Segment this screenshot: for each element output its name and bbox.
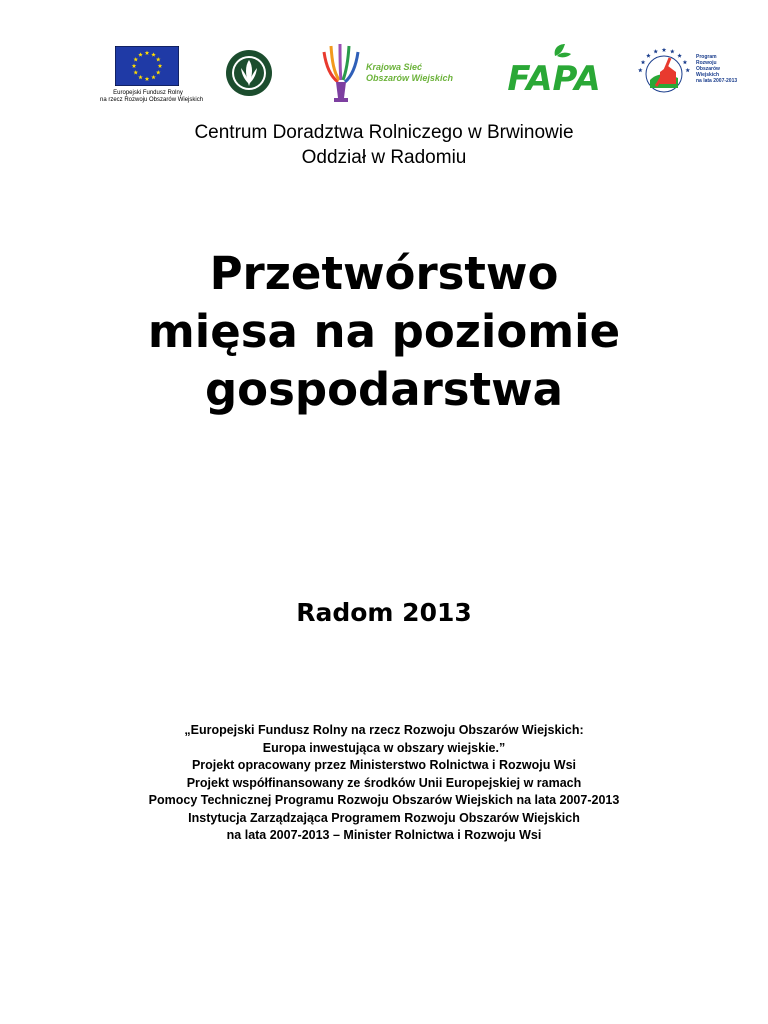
prow-line-3: Obszarów	[696, 66, 720, 72]
ministry-seal	[224, 48, 274, 98]
ksow-text	[366, 62, 453, 84]
title-line-3: gospodarstwa	[204, 363, 564, 416]
star-icon	[670, 49, 675, 53]
organization-name	[0, 120, 768, 170]
eu-caption-line-1: Europejski Fundusz Rolny	[113, 90, 183, 96]
ksow-line-1: Krajowa Sieć	[366, 62, 423, 72]
funding-line-5: Pomocy Technicznej Programu Rozwoju Obszarów Wiejskich na lata 2007-2013	[148, 793, 620, 807]
funding-line-6: Instytucja Zarządzająca Programem Rozwoju Obszarów Wiejskich	[188, 810, 580, 825]
star-icon	[685, 68, 690, 72]
fapa-text: FAPA	[507, 59, 601, 92]
organization-line-1: Centrum Doradztwa Rolniczego w Brwinowie	[194, 122, 574, 143]
ministry-seal-icon	[224, 48, 274, 98]
ksow-line-2: Obszarów Wiejskich	[366, 73, 453, 83]
prow-logo	[636, 44, 738, 100]
star-icon	[653, 49, 658, 53]
funding-line-4: Projekt współfinansowany ze środków Unii Europejskiej w ramach	[186, 775, 582, 790]
funding-line-7: na lata 2007-2013 – Minister Rolnictwa i Rozwoju Wsi	[226, 828, 542, 842]
star-icon	[638, 68, 643, 72]
eu-caption-line-2: na rzecz Rozwoju Obszarów Wiejskich	[100, 97, 204, 103]
prow-line-2: Rozwoju	[696, 60, 717, 66]
organization-line-2: Oddział w Radomiu	[301, 147, 467, 168]
title-line-2: mięsa na poziomie	[147, 305, 621, 358]
eu-flag-icon	[115, 46, 179, 86]
eu-caption	[100, 90, 204, 104]
fapa-logo	[503, 42, 605, 92]
prow-line-4: Wiejskich	[696, 72, 720, 78]
prow-line-1: Program	[696, 54, 717, 60]
ksow-logo	[318, 42, 478, 104]
place-year: Radom 2013	[296, 598, 472, 627]
fapa-logo-icon	[503, 42, 605, 92]
eu-logo	[100, 46, 204, 104]
funding-line-2: Europa inwestująca w obszary wiejskie.”	[262, 740, 506, 755]
star-icon	[677, 53, 682, 57]
star-icon	[641, 60, 646, 64]
star-icon	[662, 48, 667, 52]
ksow-hand-icon	[318, 42, 366, 104]
logo-row	[0, 40, 768, 110]
star-icon	[646, 53, 651, 57]
document-title	[0, 245, 768, 419]
prow-text	[696, 54, 737, 84]
star-icon	[683, 60, 688, 64]
title-line-1: Przetwórstwo	[209, 247, 559, 300]
prow-line-5: na lata 2007-2013	[696, 78, 738, 84]
funding-line-3: Projekt opracowany przez Ministerstwo Rolnictwa i Rozwoju Wsi	[191, 758, 577, 772]
prow-logo-icon	[636, 44, 696, 100]
funding-line-1: „Europejski Fundusz Rolny na rzecz Rozwoju Obszarów Wiejskich:	[184, 723, 584, 737]
funding-notice	[0, 722, 768, 845]
